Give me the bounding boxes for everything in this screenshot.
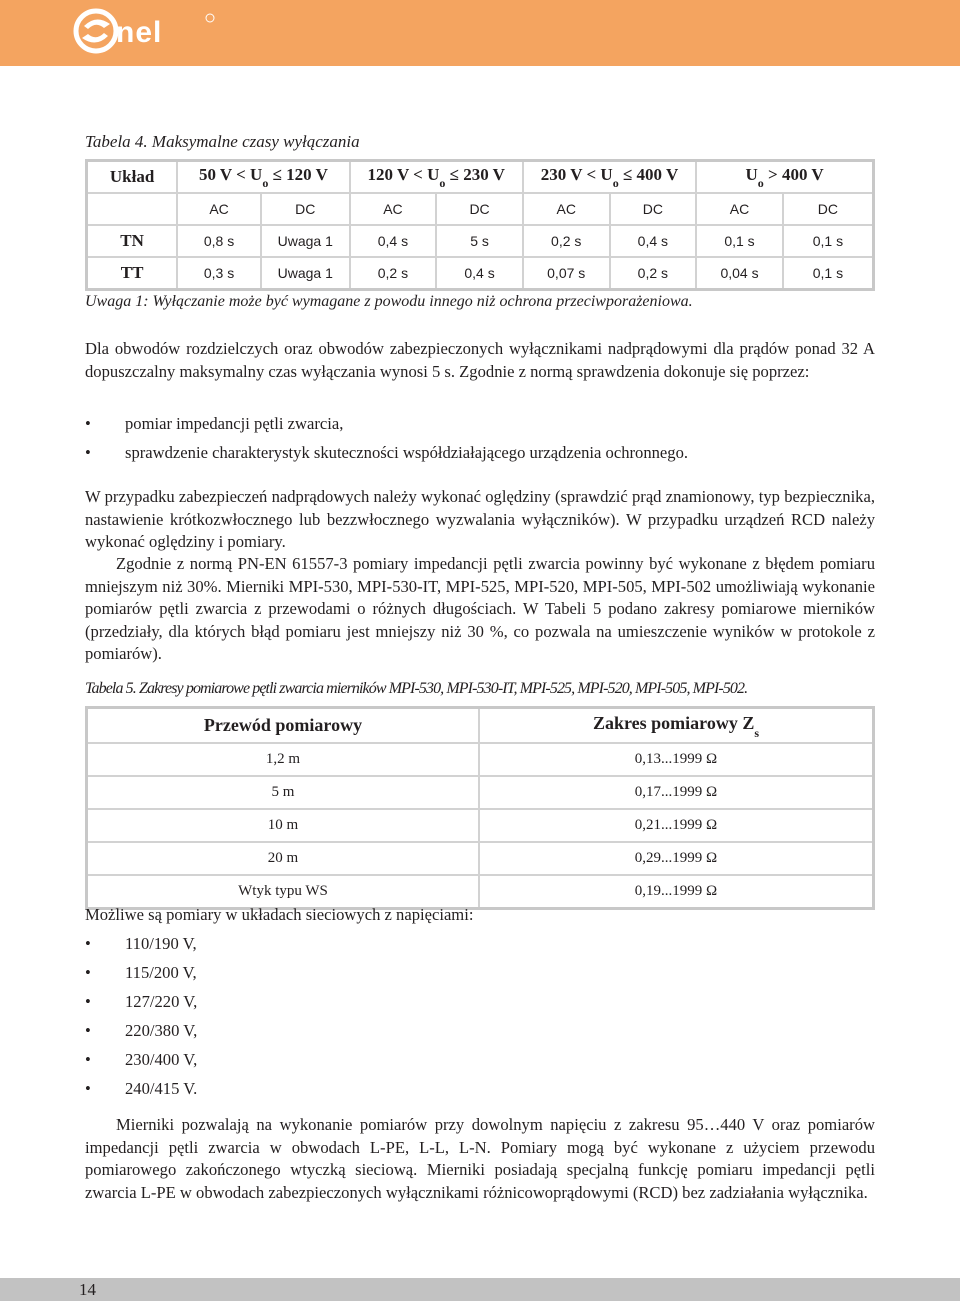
footer-band bbox=[0, 1278, 960, 1301]
table4-cell: 0,4 s bbox=[436, 257, 523, 290]
table4-max-disconnection-times bbox=[85, 159, 875, 291]
table4-current-type: AC bbox=[177, 193, 261, 225]
table-row bbox=[87, 809, 874, 842]
table4-cell: 0,2 s bbox=[610, 257, 697, 290]
table4-cell: 0,2 s bbox=[350, 257, 437, 290]
table4-current-type: DC bbox=[610, 193, 697, 225]
table4-range-3: 230 $V < U_o \le 400$ V bbox=[523, 161, 696, 194]
table4-cell: Uwaga 1 bbox=[261, 225, 350, 257]
table4-cell: Uwaga 1 bbox=[261, 257, 350, 290]
table-row bbox=[87, 257, 874, 290]
table4-cell: 5 s bbox=[436, 225, 523, 257]
table5-col-lead: Przewód pomiarowy bbox=[87, 708, 480, 744]
table4-cell-empty bbox=[87, 193, 178, 225]
table4-col-system: Układ bbox=[87, 161, 178, 194]
table4-current-type: DC bbox=[261, 193, 350, 225]
table5-lead: 20 m bbox=[87, 842, 480, 875]
table5-loop-ranges bbox=[85, 706, 875, 910]
table4-header-row bbox=[87, 161, 874, 194]
table5-lead: 10 m bbox=[87, 809, 480, 842]
table4-caption: Tabela 4. Maksymalne czasy wyłączania bbox=[85, 132, 360, 151]
table4-cell: 0,4 s bbox=[610, 225, 697, 257]
bullet-icon: • bbox=[85, 963, 91, 982]
table5-col-range: Zakres pomiarowy $Z_s$ bbox=[479, 708, 874, 744]
bullet-icon: • bbox=[85, 1021, 91, 1040]
table4-current-type: DC bbox=[436, 193, 523, 225]
table4-cell: 0,8 s bbox=[177, 225, 261, 257]
table4-cell: 0,1 s bbox=[783, 257, 874, 290]
header-band bbox=[0, 0, 960, 66]
table4-cell: 0,04 s bbox=[696, 257, 783, 290]
table-row bbox=[87, 842, 874, 875]
bullet-icon: • bbox=[85, 934, 91, 953]
table4-current-type-row bbox=[87, 193, 874, 225]
table4-range-2: 120 $V < U_o \le 230$ V bbox=[350, 161, 523, 194]
table5-caption: Tabela 5. Zakresy pomiarowe pętli zwarcia mierników MPI-530, MPI-530-IT, MPI-525, MPI-520, MPI-505, MPI-502. bbox=[85, 680, 748, 697]
table4-cell: 0,3 s bbox=[177, 257, 261, 290]
table-row bbox=[87, 225, 874, 257]
table4-cell: 0,4 s bbox=[350, 225, 437, 257]
paragraph-overcurrent: W przypadku zabezpieczeń nadprądowych należy wykonać oględziny (sprawdzić prąd znamionowy, typ bezpiecznika, nastawienie krótkozwłocznego lub bezzwłocznego wyzwalania wyłączników). W przypadku urządzeń RCD należy wykonać oględziny i pomiary. bbox=[85, 487, 875, 551]
table4-cell: 0,2 s bbox=[523, 225, 610, 257]
table4-note: Uwaga 1: Wyłączanie może być wymagane z powodu innego niż ochrona przeciwporażeniowa. bbox=[85, 293, 693, 310]
table5-lead: 5 m bbox=[87, 776, 480, 809]
table4-system-label: TT bbox=[87, 257, 178, 290]
table4-range-4: $U_o > 400$ V bbox=[696, 161, 873, 194]
table5-lead: Wtyk typu WS bbox=[87, 875, 480, 909]
table4-range-1: 50 $V < U_o \le 120$ V bbox=[177, 161, 349, 194]
paragraph-voltages: Możliwe są pomiary w układach sieciowych z napięciami: bbox=[85, 905, 474, 924]
table4-current-type: AC bbox=[696, 193, 783, 225]
page-number: 14 bbox=[79, 1280, 96, 1299]
bullet-icon: • bbox=[85, 992, 91, 1011]
table4-system-label: TN bbox=[87, 225, 178, 257]
bullet-icon: • bbox=[85, 414, 91, 433]
table5-range: 0,29...1999 Ω bbox=[479, 842, 874, 875]
bullet-icon: • bbox=[85, 1050, 91, 1069]
table4-cell: 0,1 s bbox=[783, 225, 874, 257]
paragraph-meters: Mierniki pozwalają na wykonanie pomiarów przy dowolnym napięciu z zakresu 95…440 V oraz pomiarów impedancji pętli zwarcia w obwodach L-PE, L-L, L-N. Pomiary mogą być wykonane z użyciem przewodu pomiarowego zakończonego wtyczką sieciową. Mierniki posiadają specjalną funkcję pomiaru impedancji pętli zwarcia L-PE w obwodach zabezpieczonych wyłącznikami różnicowoprądowymi (RCD) bez zadziałania wyłącznika. bbox=[85, 1115, 875, 1202]
table-row bbox=[87, 743, 874, 776]
paragraph-standard: Zgodnie z normą PN-EN 61557-3 pomiary impedancji pętli zwarcia powinny być wykonane z błędem pomiaru mniejszym niż 30%. Mierniki MPI-530, MPI-530-IT, MPI-525, MPI-520, MPI-505, MPI-502 umożliwiają wykonanie pomiarów pętli zwarcia z przewodami o różnych długościach. W Tabeli 5 podano zakresy pomiarowe mierników (przedziały, dla których błąd pomiaru jest mniejszy niż 30 %, co pozwala na umieszczenie wyników w protokole z pomiarów). bbox=[85, 554, 875, 663]
sonel-logo bbox=[70, 4, 220, 56]
table4-cell: 0,07 s bbox=[523, 257, 610, 290]
paragraph-disconnection: Dla obwodów rozdzielczych oraz obwodów zabezpieczonych wyłącznikami nadprądowymi dla prądów ponad 32 A dopuszczalny maksymalny czas wyłączania wynosi 5 s. Zgodnie z normą sprawdzenia dokonuje się poprzez: bbox=[85, 339, 875, 381]
table5-header-row bbox=[87, 708, 874, 744]
table4-current-type: DC bbox=[783, 193, 874, 225]
table-row bbox=[87, 776, 874, 809]
table5-range: 0,21...1999 Ω bbox=[479, 809, 874, 842]
table4-current-type: AC bbox=[523, 193, 610, 225]
table5-range: 0,19...1999 Ω bbox=[479, 875, 874, 909]
svg-text:nel: nel bbox=[116, 16, 163, 49]
bullet-icon: • bbox=[85, 1079, 91, 1098]
table5-range: 0,13...1999 Ω bbox=[479, 743, 874, 776]
table4-current-type: AC bbox=[350, 193, 437, 225]
table4-cell: 0,1 s bbox=[696, 225, 783, 257]
table5-lead: 1,2 m bbox=[87, 743, 480, 776]
bullet-icon: • bbox=[85, 443, 91, 462]
table5-range: 0,17...1999 Ω bbox=[479, 776, 874, 809]
